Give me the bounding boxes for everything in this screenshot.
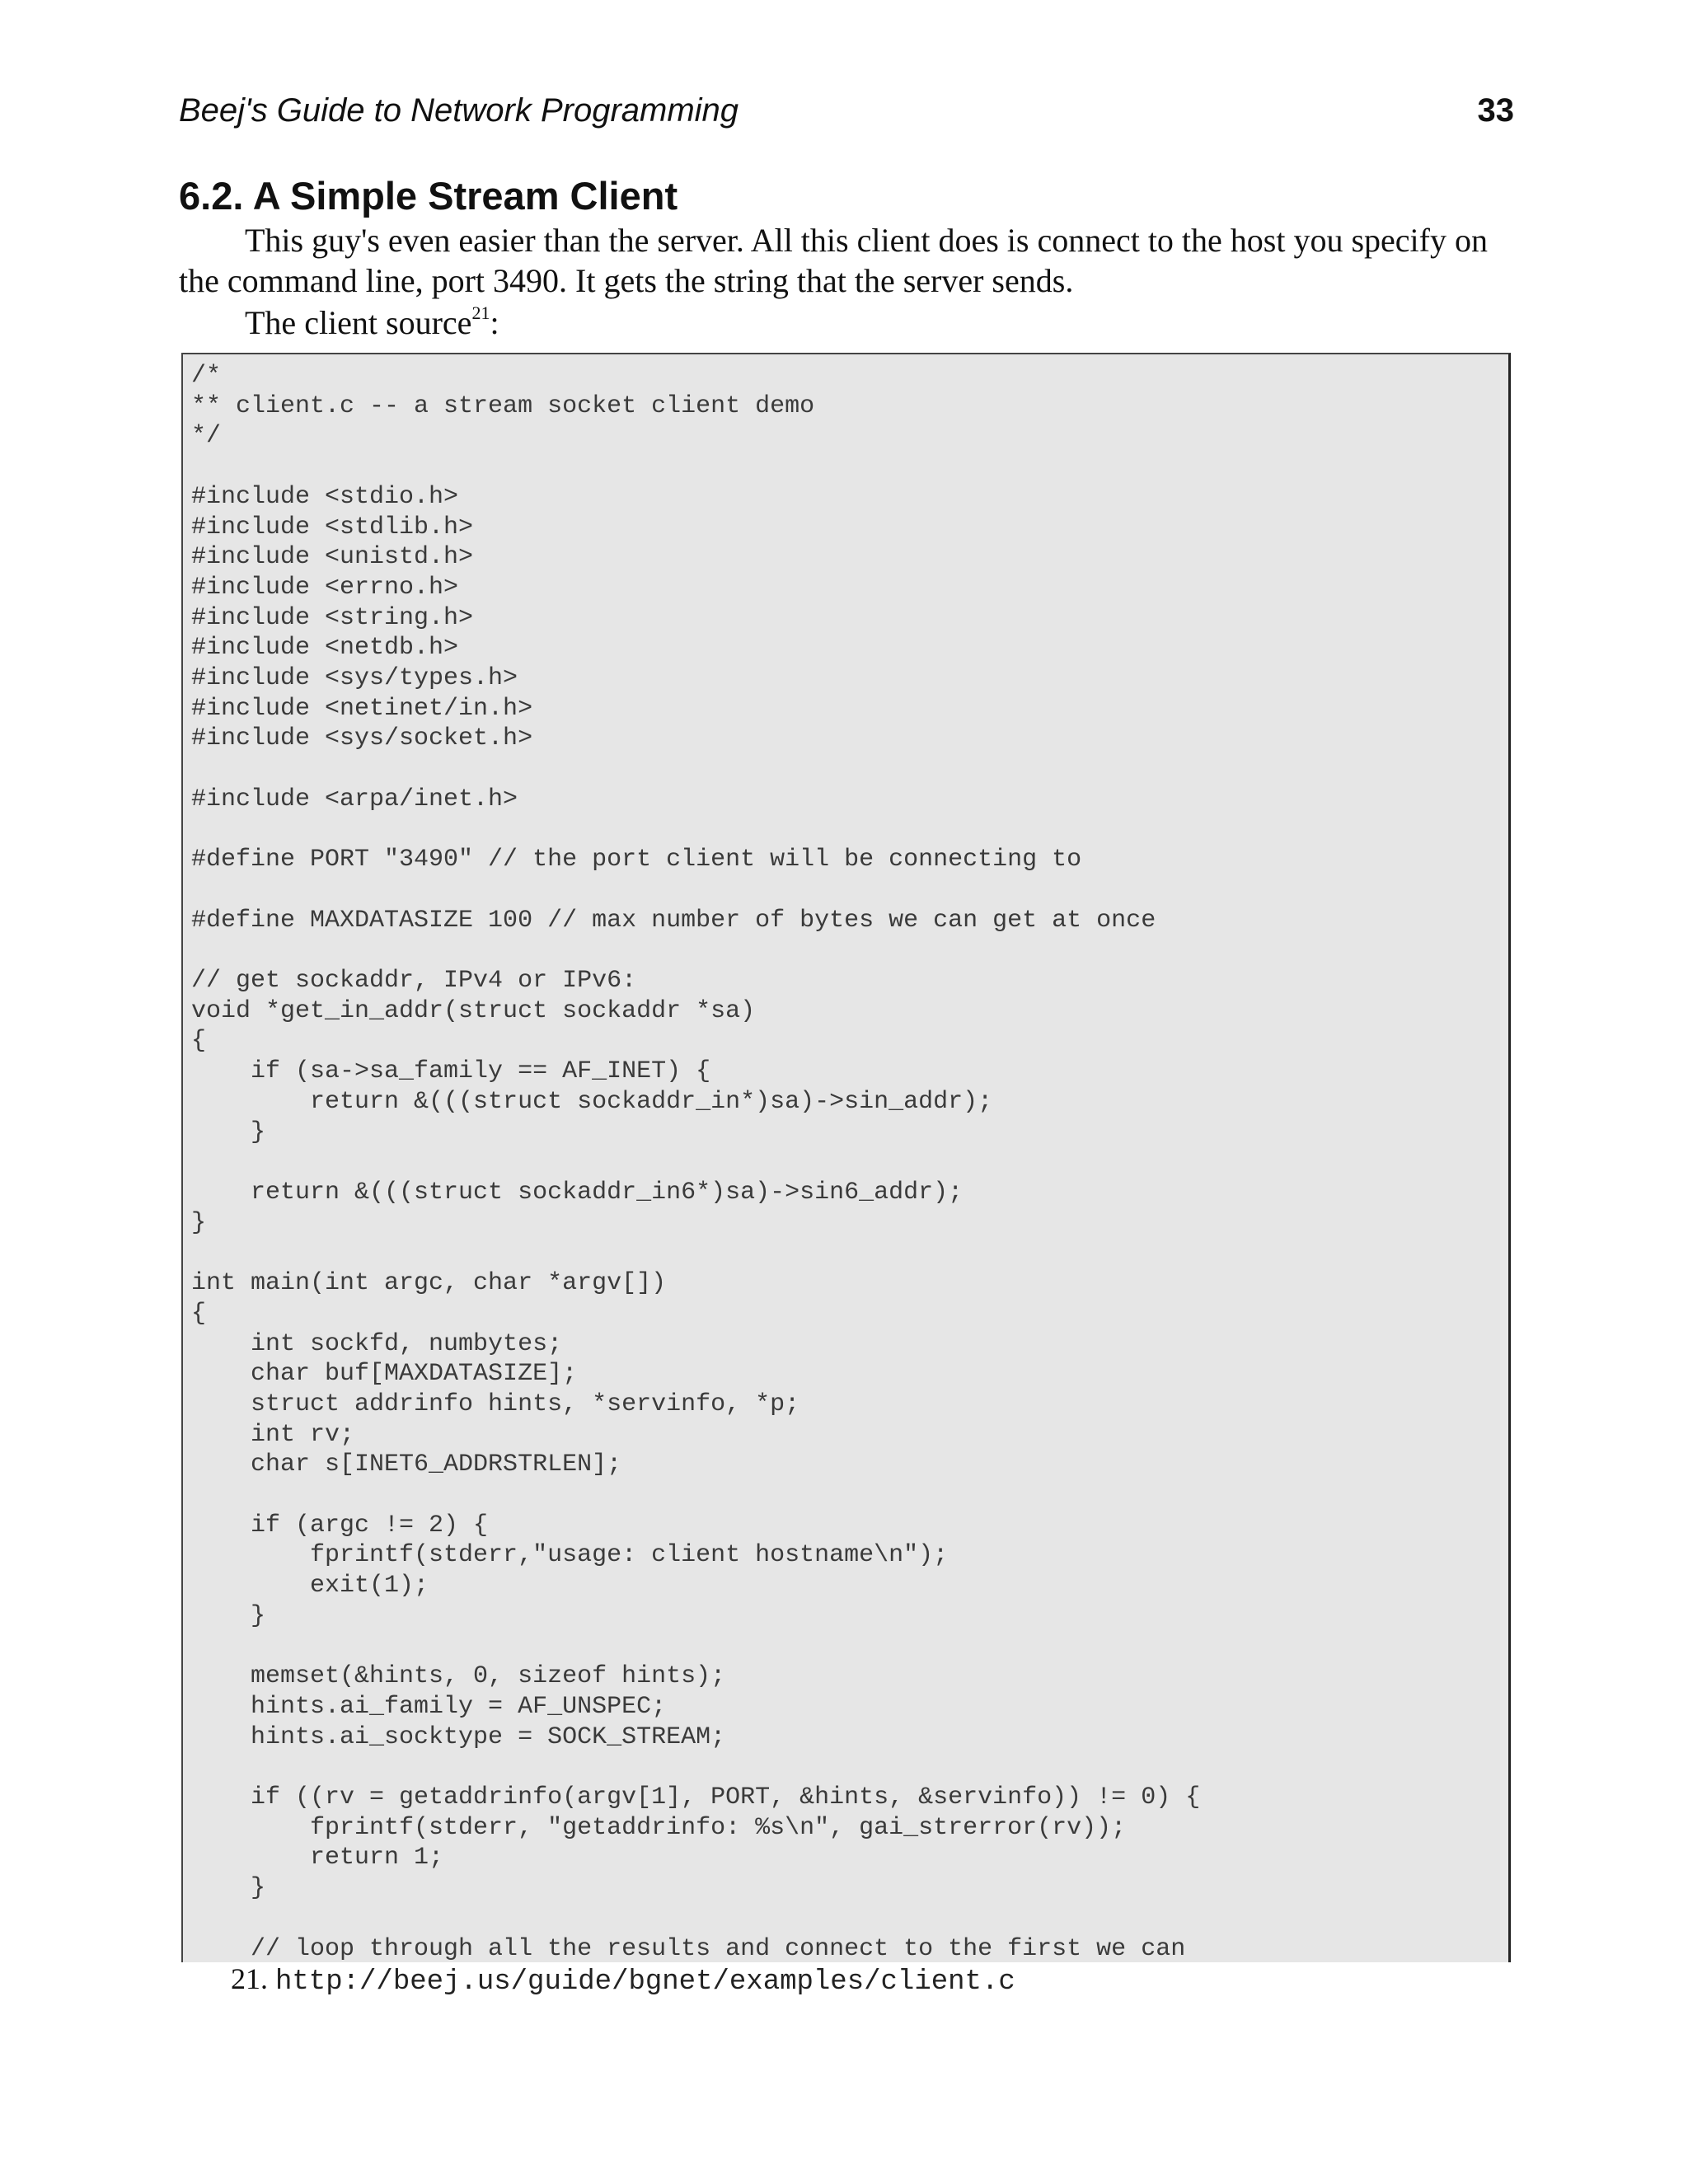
footnote xyxy=(231,1961,1015,1998)
footnote-ref[interactable]: 21 xyxy=(471,302,490,323)
running-title: Beej's Guide to Network Programming xyxy=(179,92,739,129)
source-suffix: : xyxy=(490,304,499,341)
page-number: 33 xyxy=(1477,92,1514,129)
section-heading: 6.2. A Simple Stream Client xyxy=(179,174,678,218)
source-label: The client source xyxy=(245,304,472,341)
code-listing: /* ** client.c -- a stream socket client demo */ #include <stdio.h> #include <stdlib.h> #include <unistd.h> #include <errno.h> #include <string.h> #include <netdb.h> #include <sys/types.h> #include <netinet/in.h> #include <sys/socket.h> #include <arpa/inet.h> #define PORT "3490" // the port client will be connecting to #define MAXDATASIZE 100 // max number of bytes we can get at once // get sockaddr, IPv4 or IPv6: void *get_in_addr(struct sockaddr *sa) { if (sa->sa_family == AF_INET) { return &(((struct sockaddr_in*)sa)->sin_addr); } return &(((struct sockaddr_in6*)sa)->sin6_addr); } int main(int argc, char *argv[]) { int sockfd, numbytes; char buf[MAXDATASIZE]; struct addrinfo hints, *servinfo, *p; int rv; char s[INET6_ADDRSTRLEN]; if (argc != 2) { fprintf(stderr,"usage: client hostname\n"); exit(1); } memset(&hints, 0, sizeof hints); hints.ai_family = AF_UNSPEC; hints.ai_socktype = SOCK_STREAM; if ((rv = getaddrinfo(argv[1], PORT, &hints, &servinfo)) != 0) { fprintf(stderr, "getaddrinfo: %s\n", gai_strerror(rv)); return 1; } // loop through all the results and connect to the first we can xyxy=(191,362,1201,1962)
source-label-line xyxy=(245,303,499,342)
footnote-number: 21. xyxy=(231,1962,268,1995)
footnote-link[interactable]: http://beej.us/guide/bgnet/examples/client.c xyxy=(275,1966,1015,1998)
intro-paragraph: This guy's even easier than the server. All this client does is connect to the host you specify on the command line, port 3490. It gets the string that the server sends. xyxy=(179,222,1488,299)
page-header xyxy=(179,92,1514,142)
code-listing-box xyxy=(181,353,1511,1962)
